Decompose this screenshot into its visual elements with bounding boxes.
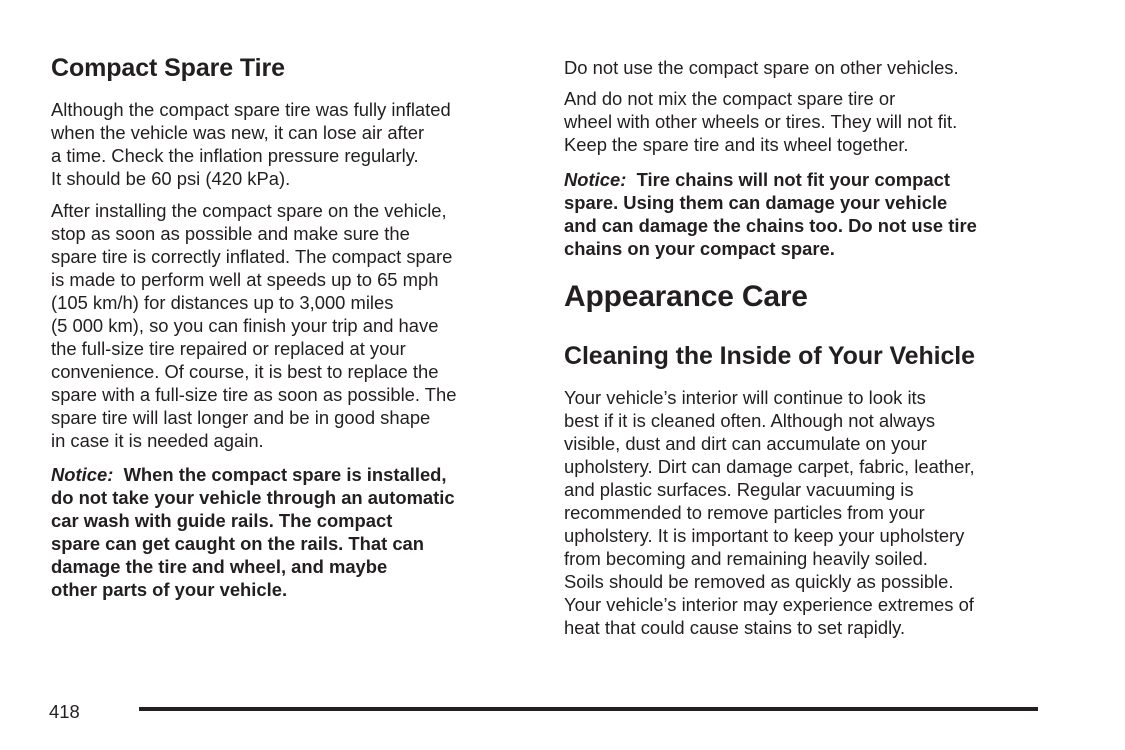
inflation-paragraph: Although the compact spare tire was fully inflated when the vehicle was new, it can lose air after a time. Check the inflation pressure regularly. It should be 60 psi (420 kPa). (51, 99, 451, 189)
do-not-mix-paragraph: And do not mix the compact spare tire or wheel with other wheels or tires. They will not fit. Keep the spare tire and its wheel together. (564, 88, 958, 155)
footer-rule (139, 707, 1038, 711)
page-number: 418 (49, 701, 80, 722)
interior-cleaning-paragraph: Your vehicle’s interior will continue to look its best if it is cleaned often. Although not always visible, dust and dirt can accumulate on your upholstery. Dirt can damage carpet, fabric, leather, and plastic surfaces. Regular vacuuming is recommended to remove particles from your upholstery. It is important to keep your upholstery from becoming and remaining heavily soiled. Soils should be removed as quickly as possible. Your vehicle’s interior may experience extremes of heat that could cause stains to set rapidly. (564, 387, 975, 638)
notice-label: Notice: (51, 464, 114, 485)
tire-chains-notice (564, 168, 1044, 260)
notice-text: Tire chains will not fit your compact spare. Using them can damage your vehicle and can damage the chains too. Do not use tire chains on your compact spare. (564, 169, 977, 259)
notice-label: Notice: (564, 169, 627, 190)
cleaning-inside-heading: Cleaning the Inside of Your Vehicle (564, 342, 975, 370)
installation-paragraph: After installing the compact spare on the vehicle, stop as soon as possible and make sure the spare tire is correctly inflated. The compact spare is made to perform well at speeds up to 65 mph (105 km/h) for distances up to 3,000 miles (5 000 km), so you can finish your trip and have the full-size tire repaired or replaced at your convenience. Of course, it is best to replace the spare with a full-size tire as soon as possible. The spare tire will last longer and be in good shape in case it is needed again. (51, 200, 457, 451)
notice-text: When the compact spare is installed, do not take your vehicle through an automatic car wash with guide rails. The compact spare can get caught on the rails. That can damage the tire and wheel, and maybe other parts of your vehicle. (51, 464, 455, 600)
appearance-care-heading: Appearance Care (564, 280, 808, 313)
compact-spare-tire-heading: Compact Spare Tire (51, 54, 285, 82)
car-wash-notice (51, 463, 531, 601)
other-vehicles-paragraph: Do not use the compact spare on other vehicles. (564, 57, 959, 78)
